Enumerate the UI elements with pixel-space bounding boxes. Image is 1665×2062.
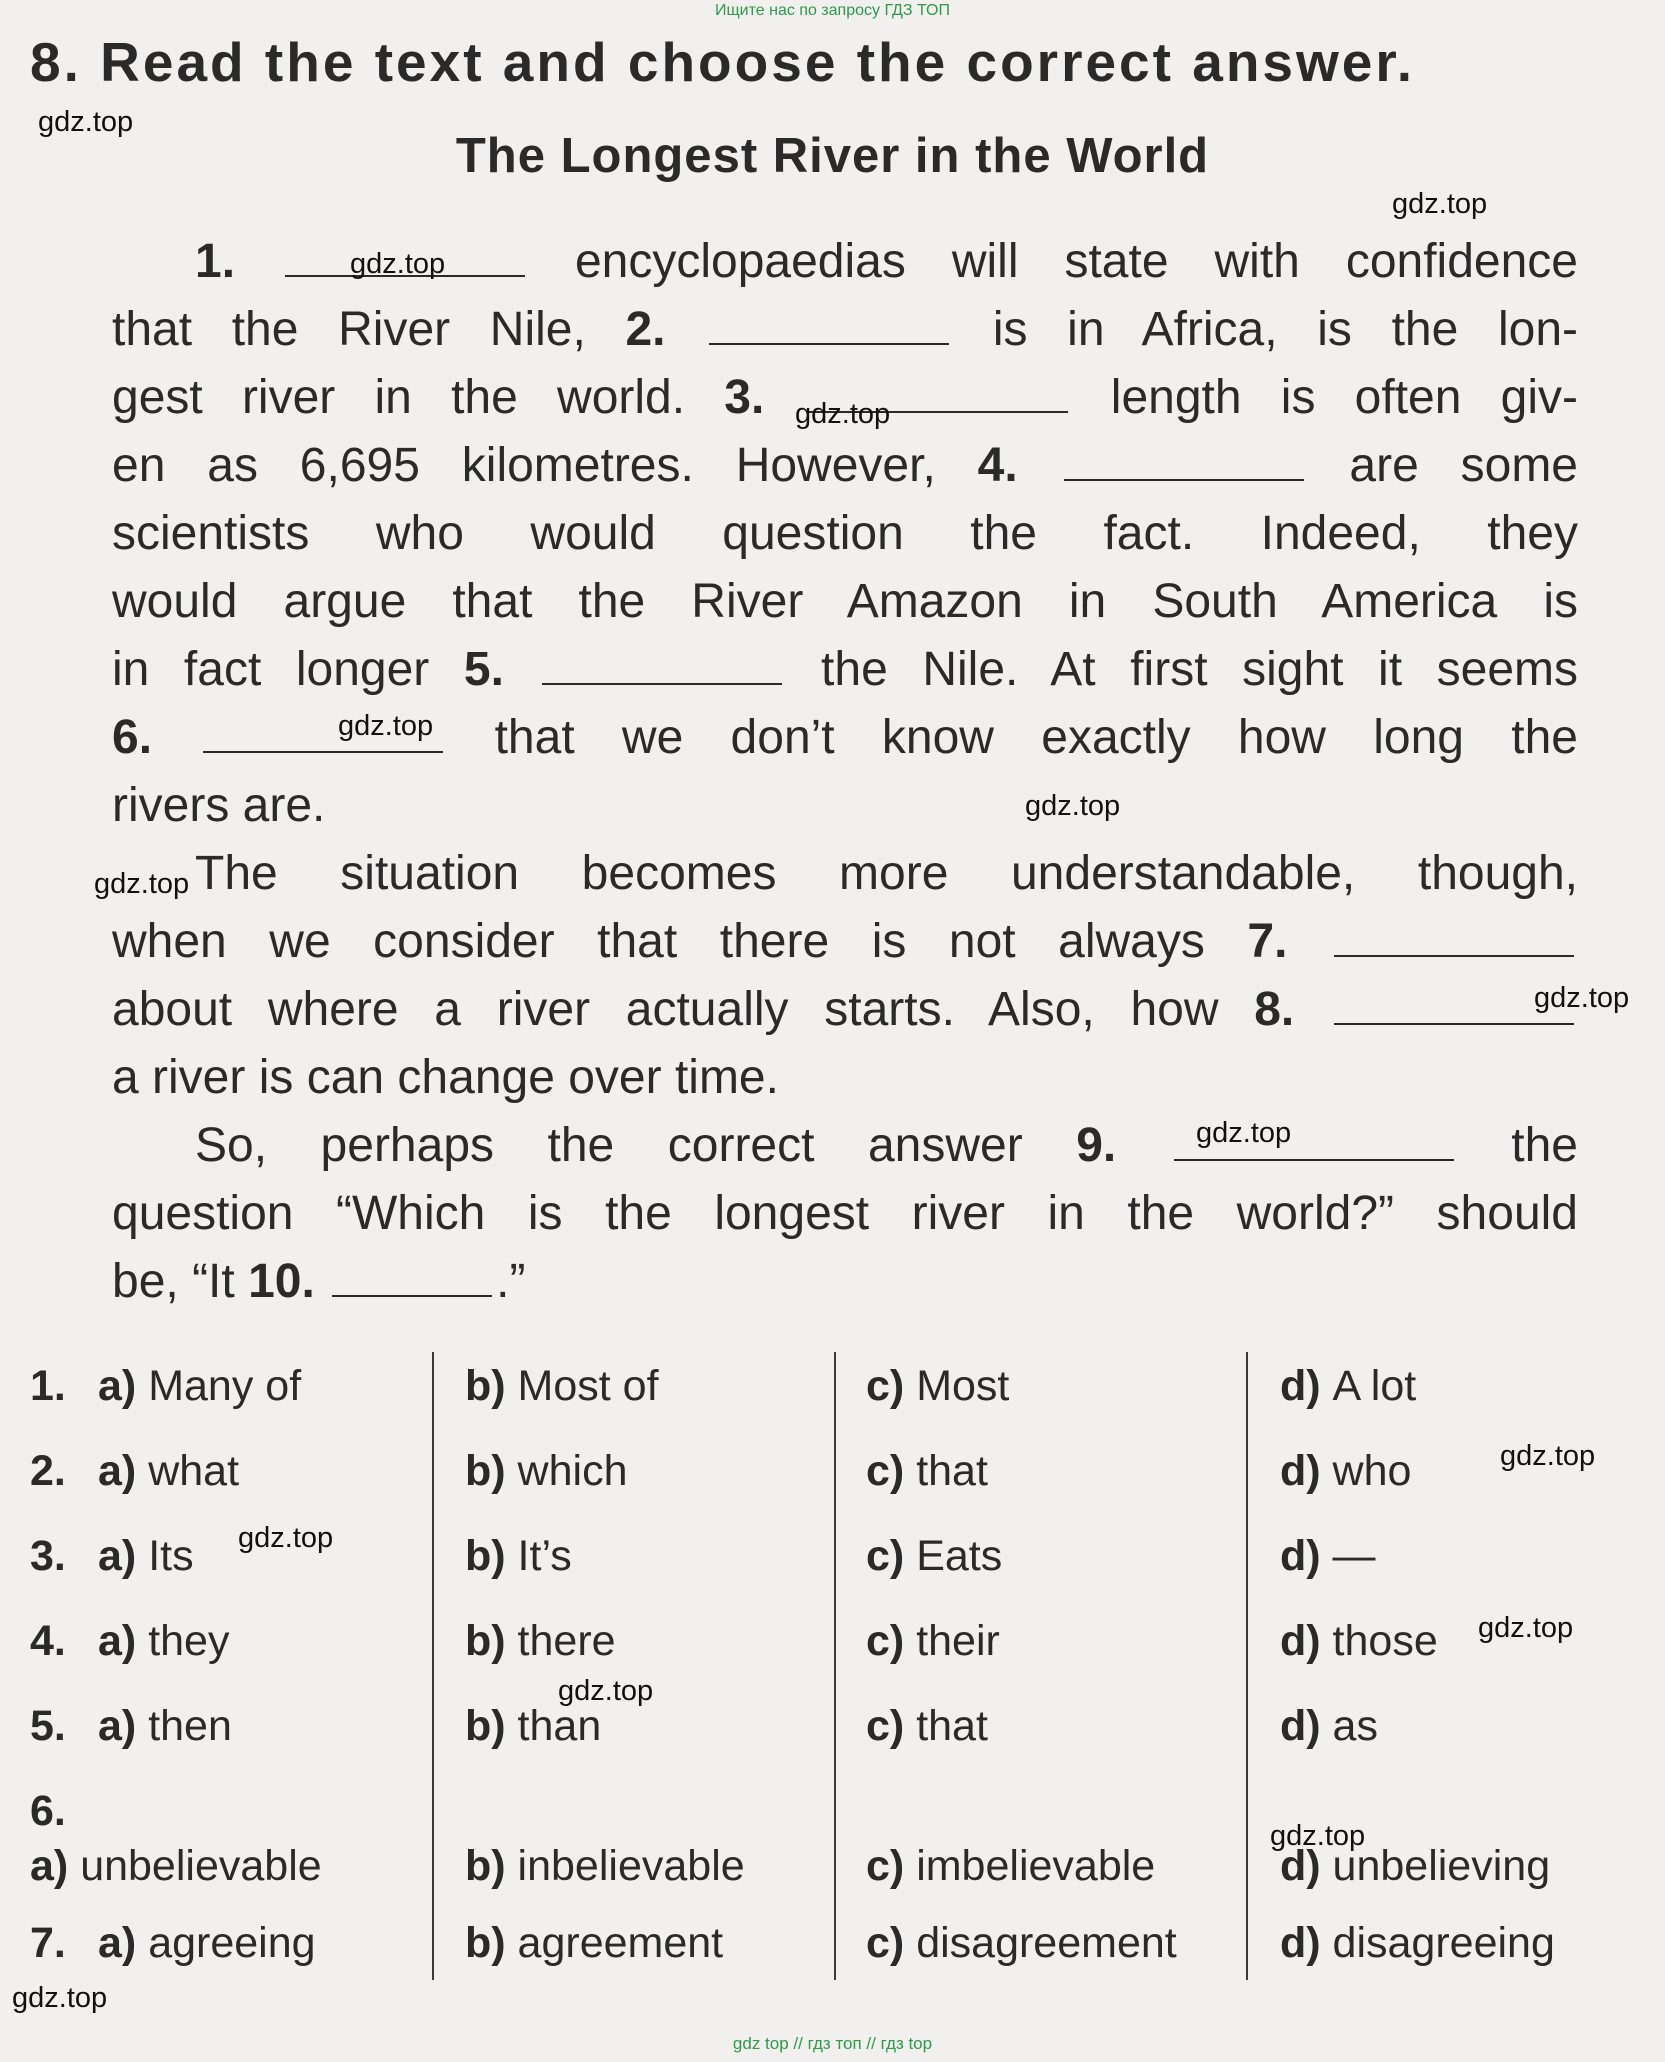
passage-text: when we consider that there is not always	[112, 915, 1248, 968]
option-letter: b)	[465, 1919, 518, 1967]
option-text: —	[1332, 1532, 1376, 1580]
option-letter: c)	[866, 1617, 917, 1665]
column-divider	[432, 1352, 434, 1980]
passage-text: gest river in the world.	[112, 371, 725, 424]
option-d[interactable]	[1280, 1362, 1416, 1411]
option-a[interactable]	[98, 1702, 232, 1751]
option-b[interactable]	[465, 1447, 627, 1496]
option-letter: b)	[465, 1362, 518, 1410]
gap-number: 1.	[195, 235, 281, 288]
watermark: gdz.top	[1500, 1440, 1596, 1472]
option-text: that	[916, 1702, 988, 1750]
option-a[interactable]	[98, 1362, 301, 1411]
passage-text: the	[1457, 1119, 1579, 1172]
option-b[interactable]	[465, 1617, 616, 1666]
option-b[interactable]	[465, 1362, 659, 1411]
option-text: those	[1332, 1617, 1438, 1665]
passage-text: .”	[496, 1255, 526, 1308]
footer-watermark[interactable]: gdz top // гдз топ // гдз top	[732, 2034, 933, 2053]
option-letter: d)	[1280, 1532, 1333, 1580]
option-d[interactable]	[1280, 1617, 1438, 1666]
option-letter: a)	[98, 1362, 149, 1410]
gap-number: 2.	[625, 303, 706, 356]
option-letter: d)	[1280, 1617, 1333, 1665]
option-text: they	[148, 1617, 230, 1665]
gap-number: 3.	[724, 371, 804, 424]
option-letter: b)	[465, 1447, 518, 1495]
option-letter: a)	[98, 1532, 149, 1580]
option-a[interactable]	[98, 1532, 194, 1581]
passage-text: that we don’t know exactly how long the	[447, 711, 1578, 764]
option-letter: b)	[465, 1842, 518, 1890]
passage-text: rivers are.	[112, 779, 326, 832]
option-letter: a)	[98, 1617, 149, 1665]
watermark: gdz.top	[12, 1982, 108, 2014]
watermark: gdz.top	[350, 248, 446, 280]
option-text: Its	[148, 1532, 194, 1580]
option-text: which	[517, 1447, 628, 1495]
option-d[interactable]	[1280, 1702, 1378, 1751]
passage-line	[112, 772, 1578, 840]
option-text: Many of	[148, 1362, 302, 1410]
passage-line	[112, 1248, 1578, 1316]
option-text: inbelievable	[517, 1842, 745, 1890]
question-number: 4.	[30, 1617, 66, 1665]
option-text: Most of	[517, 1362, 659, 1410]
option-text: what	[148, 1447, 240, 1495]
option-b[interactable]	[465, 1842, 745, 1891]
gap-number: 5.	[463, 643, 539, 696]
passage-text: a river is can change over time.	[112, 1051, 779, 1104]
option-text: there	[517, 1617, 616, 1665]
option-letter: a)	[98, 1447, 149, 1495]
option-text: Most	[916, 1362, 1010, 1410]
option-letter: b)	[465, 1617, 518, 1665]
option-text: unbelieving	[1332, 1842, 1551, 1890]
answer-blank	[1334, 915, 1574, 957]
passage-text: scientists who would question the fact. Indeed, they	[112, 507, 1578, 560]
passage-line	[112, 908, 1578, 976]
option-row	[0, 1617, 1665, 1687]
gap-number: 9.	[1076, 1119, 1170, 1172]
watermark: gdz.top	[795, 398, 891, 430]
option-c[interactable]	[866, 1532, 1002, 1581]
option-row	[0, 1842, 1665, 1912]
option-letter: d)	[1280, 1842, 1333, 1890]
passage-text: So, perhaps the correct answer	[195, 1119, 1077, 1172]
column-divider	[1246, 1352, 1248, 1980]
passage-text: en as 6,695 kilometres. However,	[112, 439, 978, 492]
gap-number: 4.	[977, 439, 1060, 492]
passage-text: length is often giv-	[1071, 371, 1579, 424]
watermark: gdz.top	[1534, 982, 1630, 1014]
passage-text: encyclopaedias will state with confidence	[529, 235, 1578, 288]
option-text: A lot	[1332, 1362, 1417, 1410]
passage-line	[112, 636, 1578, 704]
passage-text: the Nile. At first sight it seems	[786, 643, 1579, 696]
question-number: 1.	[30, 1362, 66, 1410]
answer-blank	[542, 643, 782, 685]
question-number: 3.	[30, 1532, 66, 1580]
watermark: gdz.top	[1392, 188, 1488, 220]
option-row	[0, 1702, 1665, 1772]
option-d[interactable]	[1280, 1532, 1376, 1581]
option-text: who	[1332, 1447, 1412, 1495]
option-letter: d)	[1280, 1362, 1333, 1410]
option-row	[0, 1362, 1665, 1432]
option-letter: c)	[866, 1702, 917, 1750]
passage-text: are some	[1307, 439, 1578, 492]
watermark: gdz.top	[94, 868, 190, 900]
option-a[interactable]	[98, 1617, 229, 1666]
option-text: It’s	[517, 1532, 572, 1580]
watermark: gdz.top	[38, 106, 134, 138]
option-text: then	[148, 1702, 232, 1750]
question-number: 7.	[30, 1919, 66, 1967]
option-c[interactable]	[866, 1617, 1000, 1666]
passage-line	[112, 296, 1578, 364]
passage-line	[112, 704, 1578, 772]
question-number: 6.	[30, 1787, 66, 1835]
watermark: gdz.top	[558, 1675, 654, 1707]
option-b[interactable]	[465, 1919, 723, 1968]
passage-text: that the River Nile,	[112, 303, 626, 356]
task-instruction: Read the text and choose the correct answer.	[100, 31, 1416, 93]
option-letter: d)	[1280, 1447, 1333, 1495]
question-number: 5.	[30, 1702, 66, 1750]
option-letter: a)	[30, 1842, 81, 1890]
top-banner[interactable]: Ищите нас по запросу ГДЗ ТОП	[715, 2, 950, 19]
option-text: agreement	[517, 1919, 724, 1967]
option-a[interactable]	[98, 1919, 316, 1968]
passage-line	[112, 432, 1578, 500]
option-b[interactable]	[465, 1532, 572, 1581]
option-text: disagreement	[916, 1919, 1177, 1967]
passage-line	[195, 1112, 1578, 1180]
watermark: gdz.top	[338, 710, 434, 742]
option-text: that	[916, 1447, 988, 1495]
option-text: agreeing	[148, 1919, 316, 1967]
option-a[interactable]	[30, 1842, 322, 1891]
answer-blank	[332, 1255, 492, 1297]
option-text: Eats	[916, 1532, 1003, 1580]
option-letter: c)	[866, 1362, 917, 1410]
question-number: 2.	[30, 1447, 66, 1495]
option-text: as	[1332, 1702, 1378, 1750]
gap-number: 10.	[248, 1255, 329, 1308]
option-letter: a)	[98, 1919, 149, 1967]
watermark: gdz.top	[238, 1522, 334, 1554]
option-c[interactable]	[866, 1842, 1155, 1891]
option-letter: d)	[1280, 1919, 1333, 1967]
option-a[interactable]	[98, 1447, 239, 1496]
option-text: imbelievable	[916, 1842, 1156, 1890]
passage-line	[195, 840, 1578, 908]
column-divider	[834, 1352, 836, 1980]
passage-line	[112, 1044, 1578, 1112]
passage-text: question “Which is the longest river in the world?” should	[112, 1187, 1578, 1240]
option-c[interactable]	[866, 1919, 1177, 1968]
passage-line	[112, 976, 1578, 1044]
option-text: their	[916, 1617, 1000, 1665]
answer-blank	[709, 303, 949, 345]
passage-line	[112, 500, 1578, 568]
option-d[interactable]	[1280, 1919, 1555, 1968]
option-text: than	[517, 1702, 602, 1750]
option-letter: c)	[866, 1532, 917, 1580]
watermark: gdz.top	[1270, 1820, 1366, 1852]
passage-text: about where a river actually starts. Also, how	[112, 983, 1255, 1036]
option-c[interactable]	[866, 1447, 988, 1496]
text-title: The Longest River in the World	[455, 129, 1210, 183]
option-c[interactable]	[866, 1362, 1009, 1411]
option-text: unbelievable	[80, 1842, 322, 1890]
task-number: 8.	[30, 31, 82, 93]
watermark: gdz.top	[1478, 1612, 1574, 1644]
option-row	[0, 1919, 1665, 1989]
option-c[interactable]	[866, 1702, 988, 1751]
gap-number: 8.	[1254, 983, 1330, 1036]
gap-number: 7.	[1247, 915, 1330, 968]
option-letter: c)	[866, 1842, 917, 1890]
passage-text: be, “It	[112, 1255, 249, 1308]
passage-line	[112, 568, 1578, 636]
passage-text: would argue that the River Amazon in South America is	[112, 575, 1578, 628]
answer-blank	[1064, 439, 1304, 481]
option-letter: c)	[866, 1919, 917, 1967]
gap-number: 6.	[112, 711, 200, 764]
option-letter: c)	[866, 1447, 917, 1495]
option-d[interactable]	[1280, 1447, 1411, 1496]
watermark: gdz.top	[1025, 790, 1121, 822]
option-letter: d)	[1280, 1702, 1333, 1750]
option-row	[0, 1447, 1665, 1517]
option-letter: b)	[465, 1702, 518, 1750]
option-letter: a)	[98, 1702, 149, 1750]
passage-text: The situation becomes more understandable, though,	[195, 847, 1578, 900]
option-letter: b)	[465, 1532, 518, 1580]
option-b[interactable]	[465, 1702, 601, 1751]
option-text: disagreeing	[1332, 1919, 1555, 1967]
task-heading	[30, 30, 1590, 94]
watermark: gdz.top	[1196, 1117, 1292, 1149]
passage-line	[112, 1180, 1578, 1248]
passage-text: in fact longer	[112, 643, 464, 696]
passage-text: is in Africa, is the lon-	[953, 303, 1578, 356]
